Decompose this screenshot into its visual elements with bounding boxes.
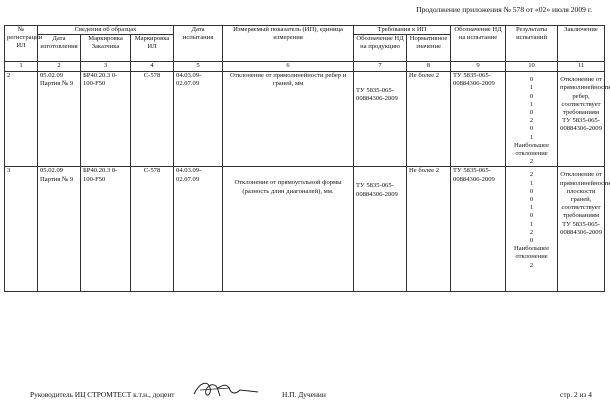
largest-deviation-label: Наибольшее отклонение — [514, 245, 550, 261]
row-nd-test: ТУ 5835-065-00884306-2009 — [451, 167, 506, 292]
header-customer-mark: Маркировка Заказчика — [81, 35, 131, 62]
row-nd: ТУ 5835-065-00884306-2009 — [356, 182, 398, 198]
row-date-made: 05.02.09 Партия № 9 — [38, 167, 81, 292]
table-row — [5, 72, 605, 167]
row-indicator: Отклонение от прямолинейности ребер и граней, мм — [223, 72, 354, 167]
row-nd-test: ТУ 5835-065-00884306-2009 — [451, 72, 506, 167]
header-conclusion: Заключение — [558, 26, 605, 62]
row-nd: ТУ 5835-065-00884306-2009 — [356, 87, 398, 103]
col-number: 6 — [223, 62, 354, 72]
result-value: 1 — [529, 100, 534, 108]
col-number: 9 — [451, 62, 506, 72]
col-number: 11 — [558, 62, 605, 72]
result-value: 0 — [529, 196, 534, 204]
header-date-made: Дата изготовления — [38, 35, 81, 62]
row-results — [506, 167, 558, 292]
header-nd-designation: Обозначение НД на продукцию — [354, 35, 407, 62]
result-value: 2 — [529, 117, 534, 125]
signatory-title: Руководитель ИЦ СТРОМТЕСТ к.т.н., доцент — [30, 390, 175, 399]
column-number-row — [5, 62, 605, 72]
result-value: 0 — [529, 212, 534, 220]
table-row — [5, 167, 605, 292]
signature-line — [30, 390, 326, 399]
result-value: 0 — [529, 237, 534, 245]
header-test-date: Дата испытания — [174, 26, 223, 62]
row-reg-no: 3 — [5, 167, 38, 292]
row-conclusion: Отклонение от прямолинейности ребер, соответствует требованиям ТУ 5835-065-00884306-2009 — [558, 72, 605, 167]
row-test-date: 04.03.09-02.07.09 — [174, 72, 223, 167]
result-value: 0 — [529, 109, 534, 117]
row-results — [506, 72, 558, 167]
result-value: 1 — [529, 84, 534, 92]
col-number: 7 — [354, 62, 407, 72]
col-number: 1 — [5, 62, 38, 72]
header-results: Результаты испытаний — [506, 26, 558, 62]
row-date-made: 05.02.09 Партия № 9 — [38, 72, 81, 167]
row-customer-mark: БР40.20.3 0-100-F50 — [81, 167, 131, 292]
header-indicator: Измеряемый показатель (ИП), единица измерения — [223, 26, 354, 62]
col-number: 3 — [81, 62, 131, 72]
col-number: 5 — [174, 62, 223, 72]
result-value: 0 — [529, 187, 534, 195]
row-test-date: 04.03.09-02.07.09 — [174, 167, 223, 292]
result-value: 1 — [529, 179, 534, 187]
result-value: 1 — [529, 220, 534, 228]
header-reg-no: № регистрации ИЛ — [5, 26, 38, 62]
result-value: 2 — [529, 171, 534, 179]
row-customer-mark: БР40.20.3 0-100-F50 — [81, 72, 131, 167]
row-conclusion: Отклонение от прямолинейности плоскости граней, соответствует требованиям ТУ 5835-065-00884306-2009 — [558, 167, 605, 292]
largest-deviation-label: Наибольшее отклонение — [514, 141, 550, 158]
header-il-mark: Маркировка ИЛ — [131, 35, 174, 62]
row-il-mark: С-578 — [131, 72, 174, 167]
header-nd-test: Обозначение НД на испытание — [451, 26, 506, 62]
row-norm: Не более 2 — [407, 72, 451, 167]
largest-deviation-value: 2 — [529, 158, 534, 166]
col-number: 8 — [407, 62, 451, 72]
signatory-name: Н.П. Дученин — [282, 390, 326, 399]
result-value: 1 — [529, 133, 534, 141]
row-il-mark: С-578 — [131, 167, 174, 292]
col-number: 4 — [131, 62, 174, 72]
result-value: 1 — [529, 204, 534, 212]
col-number: 10 — [506, 62, 558, 72]
row-norm: Не более 2 — [407, 167, 451, 292]
page-number: стр. 2 из 4 — [560, 390, 592, 399]
document-header: Продолжение приложения № 578 от «02» июля 2009 г. — [416, 5, 592, 14]
largest-deviation-value: 2 — [529, 261, 534, 269]
header-sample-info: Сведения об образцах — [38, 26, 174, 35]
result-value: 2 — [529, 228, 534, 236]
header-requirements: Требования к ИП — [354, 26, 451, 35]
result-value: 0 — [529, 92, 534, 100]
table-header-row-1 — [5, 26, 605, 35]
row-indicator: Отклонение от прямоугольной формы (разность длин диагоналей), мм. — [223, 167, 354, 292]
handwritten-signature — [190, 378, 262, 400]
col-number: 2 — [38, 62, 81, 72]
result-value: 0 — [529, 125, 534, 133]
row-reg-no: 2 — [5, 72, 38, 167]
results-table — [4, 25, 610, 292]
result-value: 0 — [529, 76, 534, 84]
header-norm-value: Нормативное значение — [407, 35, 451, 62]
